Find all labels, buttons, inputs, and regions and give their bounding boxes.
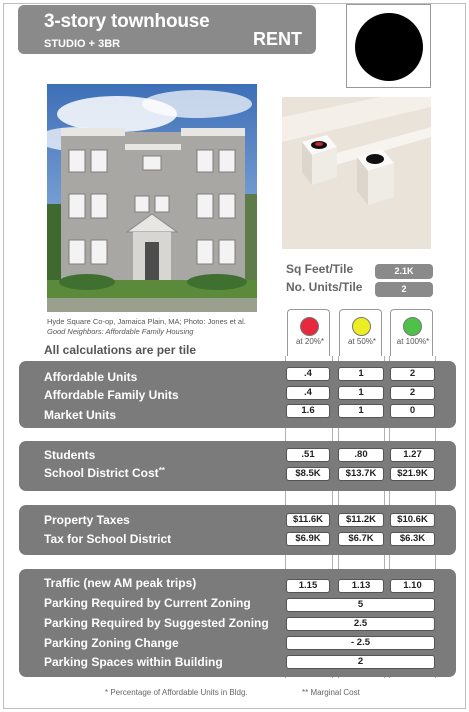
affordable-family-units-20: .4 <box>286 386 330 400</box>
scenario-label-100: at 100%* <box>396 337 430 346</box>
building-photo <box>47 84 257 312</box>
school-tax-50: $6.7K <box>338 532 384 546</box>
market-units-20: 1.6 <box>286 404 330 418</box>
photo-caption <box>47 317 262 337</box>
affordable-units-50: 1 <box>338 367 384 381</box>
scenario-label-20: at 20%* <box>295 337 325 346</box>
caption-source: Good Neighbors: Affordable Family Housing <box>47 327 194 336</box>
tenure-label: RENT <box>253 29 302 49</box>
units-per-tile-value: 2 <box>375 282 433 297</box>
tile-marker-box <box>346 4 431 88</box>
students-20: .51 <box>286 448 330 462</box>
parking-in-building-label: Parking Spaces within Building <box>44 655 223 669</box>
tile-model-photo <box>282 97 431 249</box>
scenario-tab-50[interactable] <box>339 309 382 356</box>
red-dot-icon <box>300 317 319 336</box>
school-tax-100: $6.3K <box>390 532 435 546</box>
yellow-dot-icon <box>352 317 371 336</box>
parking-zoning-change-value: - 2.5 <box>286 636 435 650</box>
property-taxes-20: $11.6K <box>286 513 330 527</box>
tile-marker-dot <box>355 13 423 81</box>
traffic-20: 1.15 <box>286 579 330 593</box>
school-district-cost-label <box>44 466 165 480</box>
traffic-100: 1.10 <box>390 579 435 593</box>
parking-suggested-zoning-value: 2.5 <box>286 617 435 631</box>
market-units-100: 0 <box>390 404 435 418</box>
property-taxes-100: $10.6K <box>390 513 435 527</box>
affordable-family-units-100: 2 <box>390 386 435 400</box>
parking-zoning-change-label: Parking Zoning Change <box>44 636 179 650</box>
scenario-tab-100[interactable] <box>390 309 433 356</box>
affordable-percentage-footnote: * Percentage of Affordable Units in Bldg. <box>105 688 248 697</box>
school-cost-50: $13.7K <box>338 467 384 481</box>
parking-current-zoning-value: 5 <box>286 598 435 612</box>
school-tax-20: $6.9K <box>286 532 330 546</box>
traffic-50: 1.13 <box>338 579 384 593</box>
building-type-title: 3-story townhouse <box>44 11 210 32</box>
parking-current-zoning-label: Parking Required by Current Zoning <box>44 596 251 610</box>
sqft-label: Sq Feet/Tile <box>286 262 354 276</box>
affordable-units-20: .4 <box>286 367 330 381</box>
title-banner <box>18 5 316 54</box>
market-units-label: Market Units <box>44 408 117 422</box>
parking-in-building-value: 2 <box>286 655 435 669</box>
affordable-family-units-50: 1 <box>338 386 384 400</box>
parking-suggested-zoning-label: Parking Required by Suggested Zoning <box>44 616 269 630</box>
units-per-tile-label: No. Units/Tile <box>286 280 363 294</box>
marginal-cost-marker: ** <box>158 466 165 475</box>
school-cost-100: $21.9K <box>390 467 435 481</box>
marginal-cost-footnote: ** Marginal Cost <box>302 688 360 697</box>
school-cost-20: $8.5K <box>286 467 330 481</box>
school-district-cost-text: School District Cost <box>44 466 159 480</box>
scenario-label-50: at 50%* <box>347 337 377 346</box>
property-taxes-label: Property Taxes <box>44 513 130 527</box>
school-district-tax-label: Tax for School District <box>44 532 172 546</box>
green-dot-icon <box>403 317 422 336</box>
sqft-value: 2.1K <box>375 264 433 279</box>
property-taxes-50: $11.2K <box>338 513 384 527</box>
students-50: .80 <box>338 448 384 462</box>
affordable-units-100: 2 <box>390 367 435 381</box>
calculation-note: All calculations are per tile <box>44 343 197 357</box>
traffic-label: Traffic (new AM peak trips) <box>44 576 197 590</box>
affordable-family-units-label: Affordable Family Units <box>44 388 179 402</box>
scenario-tab-20[interactable] <box>287 309 330 356</box>
market-units-50: 1 <box>338 404 384 418</box>
students-label: Students <box>44 448 96 462</box>
students-100: 1.27 <box>390 448 435 462</box>
caption-credit: Hyde Square Co-op, Jamaica Plain, MA; Photo: Jones et al. <box>47 317 246 326</box>
unit-mix-subtitle: STUDIO + 3BR <box>44 38 121 50</box>
affordable-units-label: Affordable Units <box>44 370 138 384</box>
